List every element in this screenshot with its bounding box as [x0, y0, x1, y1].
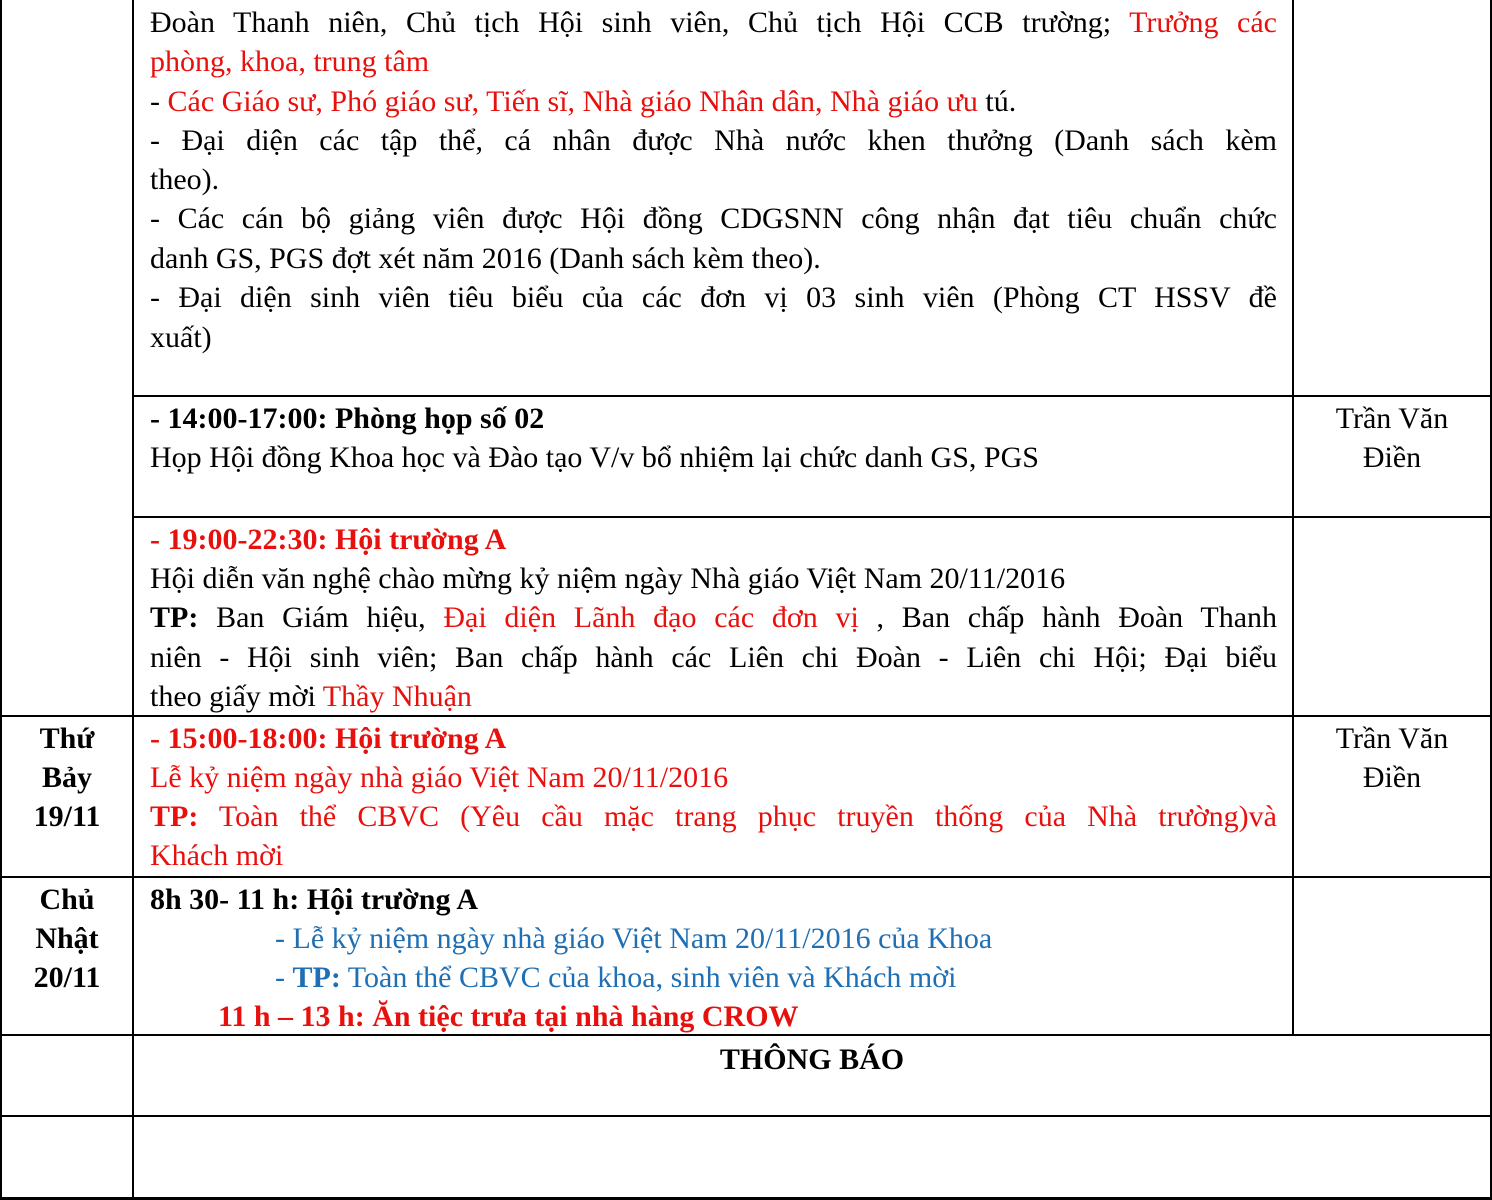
participants-line: phòng, khoa, trung tâm [150, 45, 430, 78]
person-name: Điền [1362, 761, 1422, 794]
event-description: Hội diễn văn nghệ chào mừng kỷ niệm ngày Nhà giáo Việt Nam 20/11/2016 [150, 562, 1066, 595]
participants-line: danh GS, PGS đợt xét năm 2016 (Danh sách kèm theo). [150, 242, 821, 275]
event-time: - 15:00-18:00: Hội trường A [150, 722, 507, 755]
participants-line: theo). [150, 163, 220, 196]
event-participants: TP: Toàn thể CBVC (Yêu cầu mặc trang phục truyền thống của Nhà trường)và [150, 800, 1277, 833]
table-border-left [0, 0, 2, 1200]
event-participants: theo giấy mời Thầy Nhuận [150, 680, 472, 713]
day-label: Thứ [39, 722, 95, 755]
participants-line: - Đại diện các tập thể, cá nhân được Nhà nước khen thưởng (Danh sách kèm [150, 124, 1277, 157]
day-label: Bảy [41, 761, 92, 794]
row-divider [0, 1115, 1492, 1117]
participants-line: xuất) [150, 321, 212, 354]
event-description: Lễ kỷ niệm ngày nhà giáo Việt Nam 20/11/2016 [150, 761, 729, 794]
day-date: 20/11 [33, 961, 101, 994]
event-participants: TP: Ban Giám hiệu, Đại diện Lãnh đạo các đơn vị , Ban chấp hành Đoàn Thanh [150, 601, 1278, 634]
person-name: Điền [1362, 441, 1422, 474]
person-name: Trần Văn [1335, 402, 1449, 435]
event-participants: niên - Hội sinh viên; Ban chấp hành các Liên chi Đoàn - Liên chi Hội; Đại biểu [150, 641, 1277, 674]
participants-line: - Các Giáo sư, Phó giáo sư, Tiến sĩ, Nhà giáo Nhân dân, Nhà giáo ưu tú. [150, 85, 1017, 118]
day-label: Nhật [35, 922, 99, 955]
day-date: 19/11 [33, 800, 101, 833]
row-divider [132, 395, 1492, 397]
day-label: Chủ [39, 883, 95, 916]
event-item: - TP: Toàn thể CBVC của khoa, sinh viên và Khách mời [275, 961, 957, 994]
row-divider [132, 516, 1492, 518]
event-description: Họp Hội đồng Khoa học và Đào tạo V/v bổ nhiệm lại chức danh GS, PGS [150, 441, 1039, 474]
table-divider-day [132, 0, 134, 1200]
event-time: 8h 30- 11 h: Hội trường A [150, 883, 478, 916]
event-time: - 19:00-22:30: Hội trường A [150, 523, 507, 556]
notice-title: THÔNG BÁO [719, 1043, 905, 1076]
event-participants: Khách mời [150, 839, 284, 872]
person-name: Trần Văn [1335, 722, 1449, 755]
event-time: - 14:00-17:00: Phòng họp số 02 [150, 402, 545, 435]
table-divider-person [1292, 0, 1294, 1036]
event-lunch: 11 h – 13 h: Ăn tiệc trưa tại nhà hàng CROW [218, 1000, 799, 1033]
participants-line: Đoàn Thanh niên, Chủ tịch Hội sinh viên, Chủ tịch Hội CCB trường; Trưởng các [150, 6, 1277, 39]
participants-line: - Các cán bộ giảng viên được Hội đồng CDGSNN công nhận đạt tiêu chuẩn chức [150, 202, 1277, 235]
participants-line: - Đại diện sinh viên tiêu biểu của các đơn vị 03 sinh viên (Phòng CT HSSV đề [150, 281, 1277, 314]
row-divider [0, 876, 1492, 878]
event-item: - Lễ kỷ niệm ngày nhà giáo Việt Nam 20/11/2016 của Khoa [275, 922, 993, 955]
